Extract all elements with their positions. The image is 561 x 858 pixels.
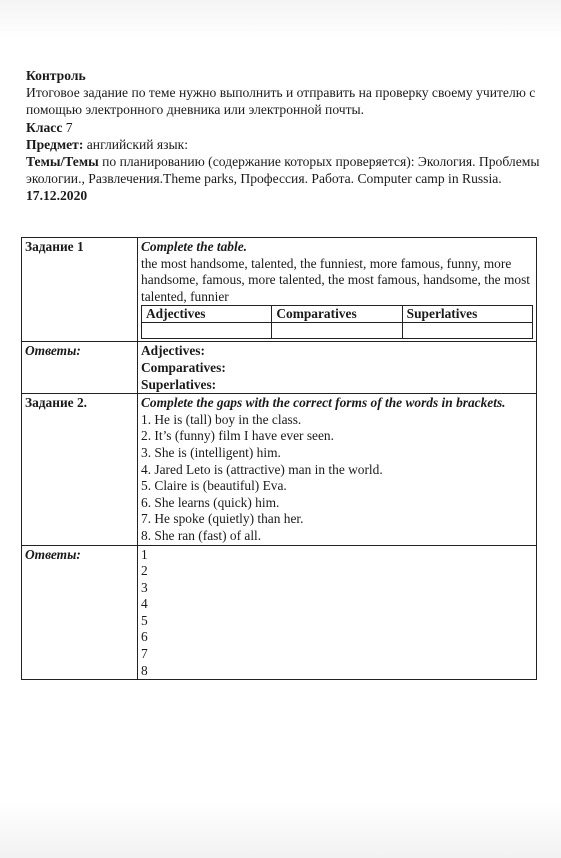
answer-number-8: 8 <box>141 662 148 678</box>
answer-adjectives: Adjectives: <box>141 343 205 359</box>
adjective-form-table <box>141 305 533 339</box>
task2-row <box>22 394 537 545</box>
answer-number-5: 5 <box>141 612 148 628</box>
topics-label: Темы/Темы <box>26 154 99 170</box>
answer-number-1: 1 <box>141 546 148 562</box>
answers2-content <box>138 545 537 680</box>
topics-value: по планированию (содержание которых проверяется): Экология. Проблемы экологии., Развлечения.Theme parks, Профессия. Работа. Computer camp in Russia. <box>26 154 540 187</box>
answers1-content <box>138 342 537 394</box>
answer-comparatives: Comparatives: <box>141 359 226 375</box>
sentence-4: 4. Jared Leto is (attractive) man in the world. <box>141 461 383 477</box>
subject-label: Предмет: <box>26 136 84 152</box>
answers2-row <box>22 545 537 680</box>
sentence-8: 8. She ran (fast) of all. <box>141 527 262 543</box>
doc-intro: Итоговое задание по теме нужно выполнить и отправить на проверку своему учителю с помощью электронного дневника или электронной почты. <box>26 85 536 118</box>
sentence-2: 2. It’s (funny) film I have ever seen. <box>141 428 334 444</box>
task1-content <box>138 238 537 342</box>
form-table-empty-row <box>142 323 533 339</box>
answer-number-3: 3 <box>141 579 148 595</box>
answer-number-4: 4 <box>141 596 148 612</box>
task1-row <box>22 238 537 342</box>
task1-label: Задание 1 <box>22 238 138 342</box>
form-table-header <box>142 306 533 323</box>
subject-line <box>26 136 541 153</box>
answer-number-6: 6 <box>141 629 148 645</box>
col-superlatives: Superlatives <box>402 306 532 323</box>
empty-cell[interactable] <box>402 323 532 339</box>
col-adjectives: Adjectives <box>142 306 272 323</box>
answers1-row <box>22 342 537 394</box>
answer-number-2: 2 <box>141 563 148 579</box>
empty-cell[interactable] <box>272 323 402 339</box>
task1-instruction: Complete the table. <box>141 239 247 254</box>
sentence-6: 6. She learns (quick) him. <box>141 494 280 510</box>
answers1-label: Ответы: <box>22 342 138 394</box>
document-header <box>26 67 541 205</box>
topics-line <box>26 153 541 187</box>
tasks-table <box>21 237 537 680</box>
subject-value: английский язык: <box>83 136 189 152</box>
class-line <box>26 119 541 136</box>
class-value: 7 <box>62 119 73 135</box>
answers2-label: Ответы: <box>22 545 138 680</box>
sentence-7: 7. He spoke (quietly) than her. <box>141 511 304 527</box>
col-comparatives: Comparatives <box>272 306 402 323</box>
task2-instruction: Complete the gaps with the correct forms of the words in brackets. <box>141 395 506 411</box>
doc-title: Контроль <box>26 68 86 83</box>
task1-word-list: the most handsome, talented, the funniest, more famous, funny, more handsome, famous, more talented, the most famous, handsome, the most talented, funnier <box>141 255 530 304</box>
empty-cell[interactable] <box>142 323 272 339</box>
sentence-5: 5. Claire is (beautiful) Eva. <box>141 478 287 494</box>
doc-date: 17.12.2020 <box>26 188 88 204</box>
task2-content <box>138 394 537 545</box>
class-label: Класс <box>26 119 63 135</box>
answer-superlatives: Superlatives: <box>141 376 217 392</box>
task2-label: Задание 2. <box>22 394 138 545</box>
sentence-1: 1. He is (tall) boy in the class. <box>141 411 302 427</box>
answer-number-7: 7 <box>141 646 148 662</box>
sentence-3: 3. She is (intelligent) him. <box>141 444 281 460</box>
